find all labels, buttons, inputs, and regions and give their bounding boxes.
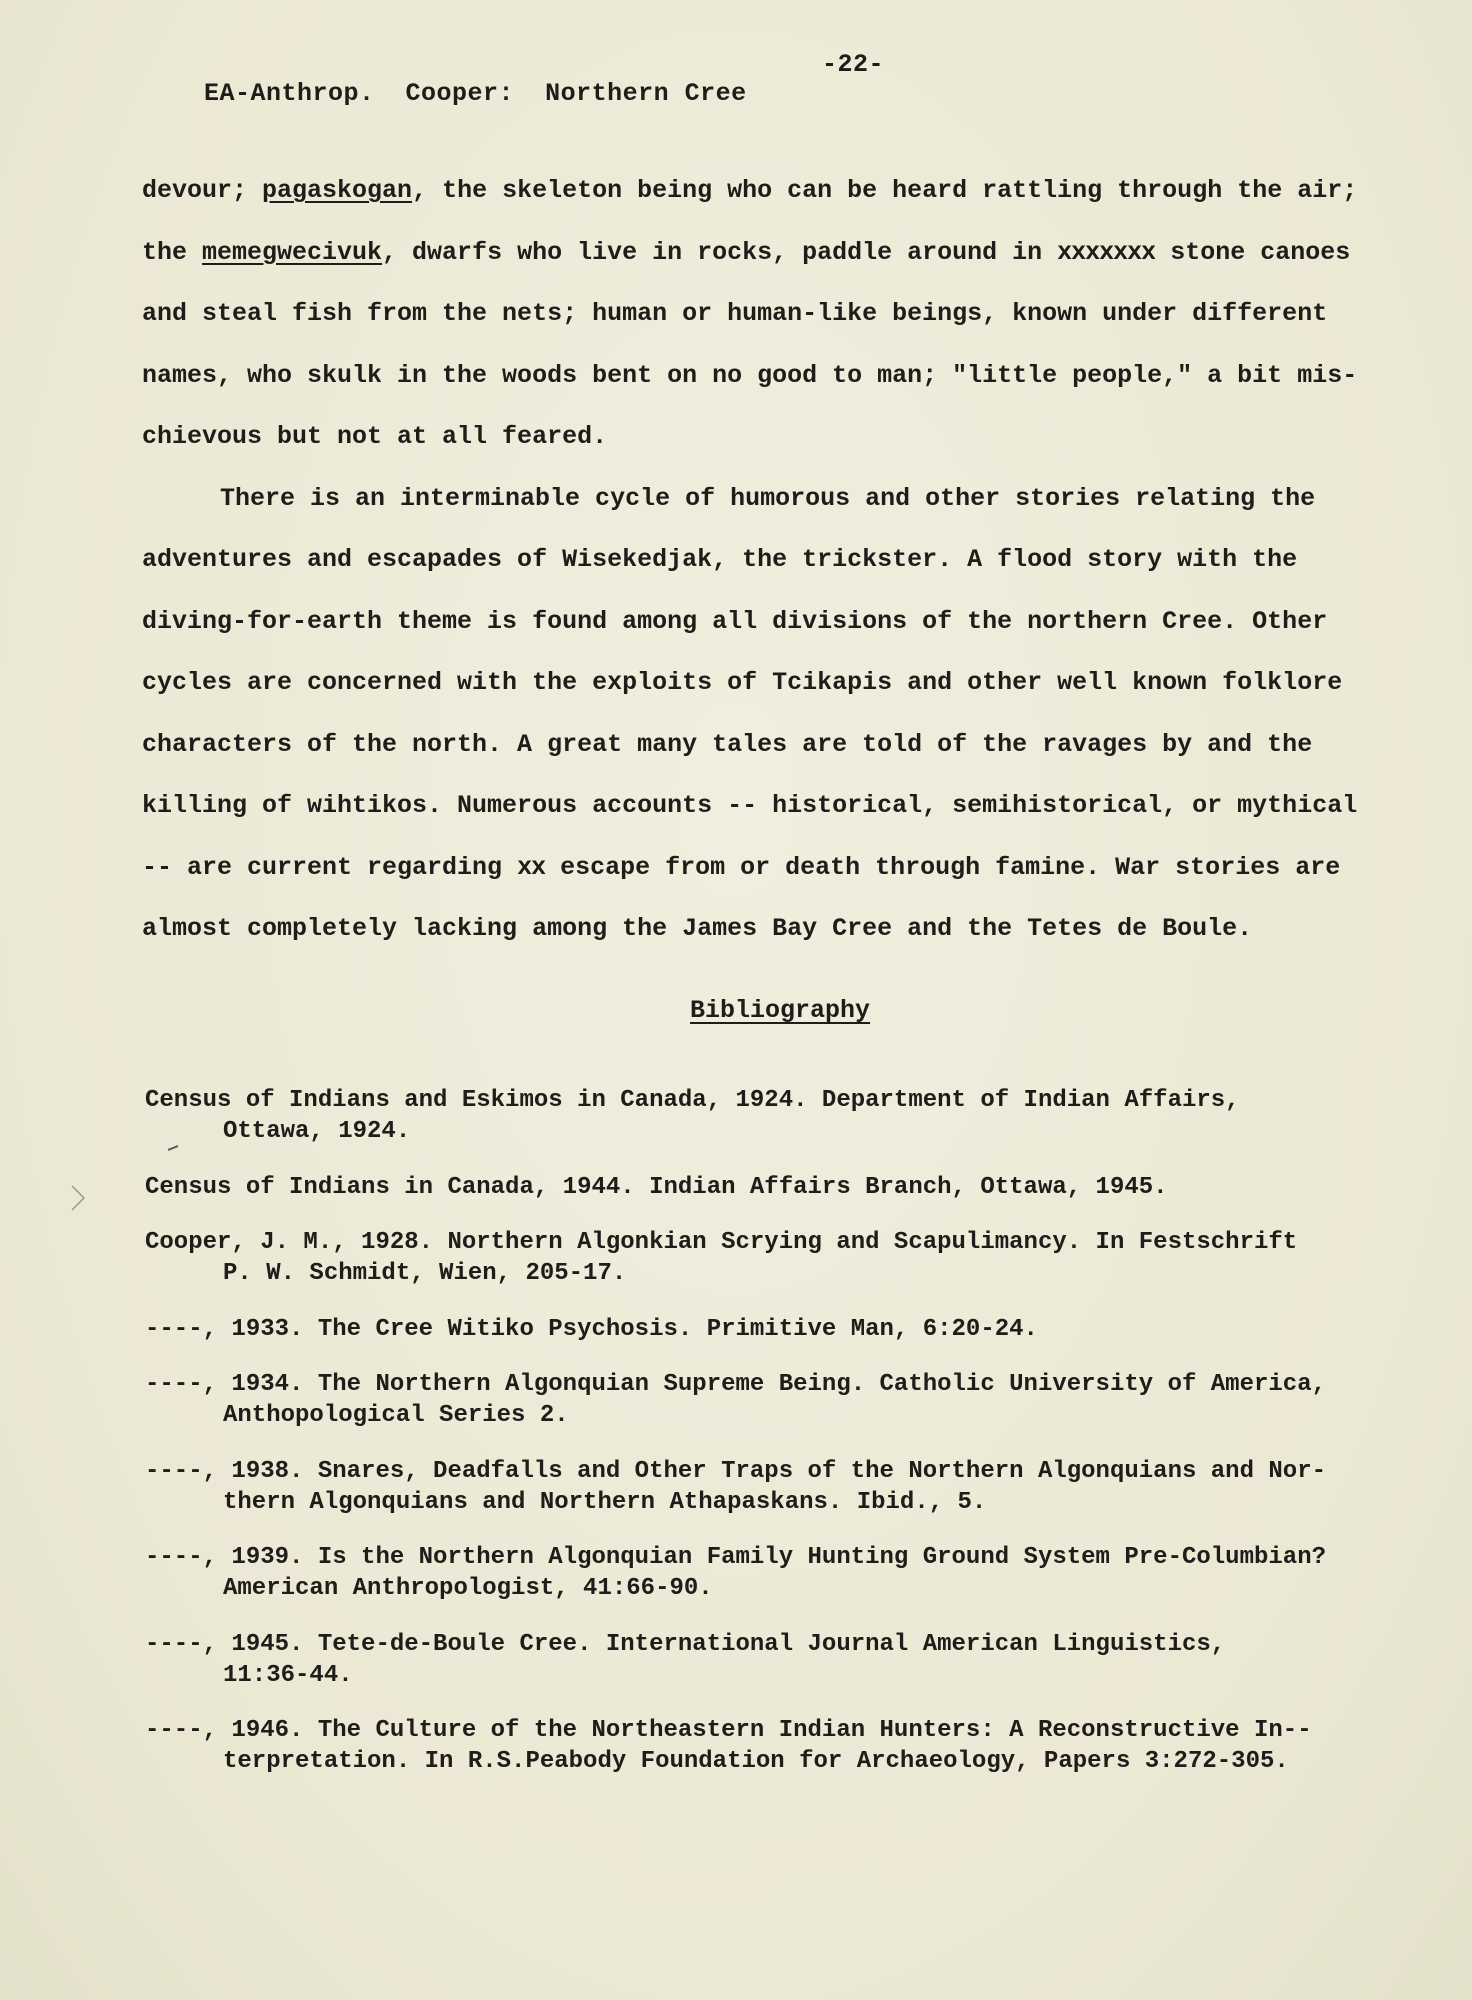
underlined-term: pagaskogan: [262, 176, 413, 205]
text-line: cycles are concerned with the exploits of Tcikapis and other well known folklore: [142, 668, 1343, 697]
fold-mark: [72, 1186, 84, 1210]
text-line: adventures and escapades of Wisekedjak, the trickster. A flood story with the: [142, 545, 1298, 574]
body-text: [142, 160, 1382, 960]
bibliography-entry: ----, 1945. Tete-de-Boule Cree. International Journal American Linguistics, 11:36-44.: [145, 1630, 1226, 1689]
text-line: the memegwecivuk, dwarfs who live in rocks, paddle around in xxxxxxx stone canoes: [142, 237, 1351, 267]
text-line: and steal fish from the nets; human or human-like beings, known under different: [142, 299, 1328, 328]
typed-strikeout: xxxxxxx: [1057, 237, 1156, 267]
underlined-term: memegwecivuk: [202, 237, 383, 267]
text-line: names, who skulk in the woods bent on no good to man; "little people," a bit mis-: [142, 360, 1358, 390]
text-line: killing of wihtikos. Numerous accounts -- historical, semihistorical, or mythical: [142, 791, 1358, 820]
bibliography-entry: Cooper, J. M., 1928. Northern Algonkian Scrying and Scapulimancy. In Festschrift P. W. Schmidt, Wien, 205-17.: [145, 1229, 1298, 1287]
bibliography-heading: Bibliography: [690, 996, 871, 1025]
header-title: EA-Anthrop. Cooper: Northern Cree: [204, 79, 747, 108]
text-line: diving-for-earth theme is found among all divisions of the northern Cree. Other: [142, 606, 1328, 636]
bibliography-entry: Census of Indians in Canada, 1944. Indian Affairs Branch, Ottawa, 1945.: [145, 1173, 1168, 1201]
page-number: -22-: [822, 50, 885, 79]
bibliography-entry: ----, 1933. The Cree Witiko Psychosis. Primitive Man, 6:20-24.: [145, 1315, 1038, 1343]
text-line: devour; pagaskogan, the skeleton being who can be heard rattling through the air;: [142, 176, 1358, 205]
bibliography-entry: ----, 1939. Is the Northern Algonquian Family Hunting Ground System Pre-Columbian? American Anthropologist, 41:66-90.: [145, 1544, 1326, 1602]
text-line: characters of the north. A great many tales are told of the ravages by and the: [142, 729, 1313, 759]
text-line: almost completely lacking among the James Bay Cree and the Tetes de Boule.: [142, 914, 1253, 943]
text-line: chievous but not at all feared.: [142, 422, 608, 451]
running-header: [142, 50, 885, 166]
bibliography-entry: Census of Indians and Eskimos in Canada, 1924. Department of Indian Affairs, Ottawa, 1924.: [145, 1087, 1240, 1145]
bibliography-entry: ----, 1938. Snares, Deadfalls and Other Traps of the Northern Algonquians and Nor- thern Algonquians and Northern Athapaskans. Ibid., 5.: [145, 1457, 1326, 1516]
typed-strikeout: xx: [517, 852, 546, 882]
text-line: -- are current regarding xx escape from or death through famine. War stories are: [142, 852, 1341, 882]
bibliography-entry: ----, 1946. The Culture of the Northeastern Indian Hunters: A Reconstructive In-- terpretation. In R.S.Peabody Foundation for Archaeology, Papers 3:272-305.: [145, 1717, 1312, 1775]
bibliography-list: [145, 1085, 1425, 1802]
bibliography-entry: ----, 1934. The Northern Algonquian Supreme Being. Catholic University of America, Anthopological Series 2.: [145, 1371, 1326, 1429]
text-line: There is an interminable cycle of humorous and other stories relating the: [220, 483, 1316, 513]
